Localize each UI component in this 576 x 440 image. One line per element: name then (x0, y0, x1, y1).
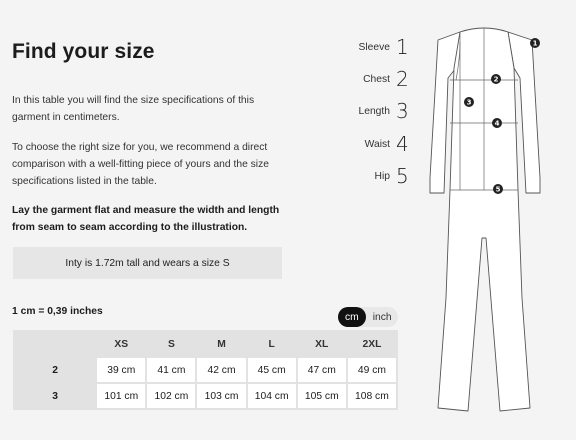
row-label: 3 (15, 384, 95, 408)
legend-length (359, 99, 409, 123)
unit-toggle[interactable] (338, 307, 398, 327)
jumpsuit-illustration (420, 18, 550, 418)
unit-conversion: 1 cm = 0,39 inches (12, 306, 103, 317)
row-label: 2 (15, 358, 95, 382)
table-cell: 103 cm (197, 384, 245, 408)
legend-hip (375, 164, 408, 188)
page-title: Find your size (12, 40, 155, 63)
table-cell: 41 cm (147, 358, 195, 382)
size-header: XS (97, 332, 145, 356)
legend-label: Sleeve (358, 41, 390, 53)
marker-1 (530, 38, 540, 48)
legend-sleeve (359, 35, 408, 59)
legend-label: Hip (374, 170, 390, 182)
table-cell: 45 cm (248, 358, 296, 382)
size-table (13, 330, 398, 410)
table-cell: 104 cm (248, 384, 296, 408)
unit-option-cm[interactable]: cm (338, 307, 366, 327)
model-note (13, 247, 282, 279)
table-header-row (15, 332, 396, 356)
marker-4 (492, 118, 502, 128)
legend-label: Waist (364, 138, 390, 150)
table-cell: 105 cm (298, 384, 346, 408)
size-header: 2XL (348, 332, 396, 356)
unit-option-inch[interactable]: inch (372, 311, 392, 323)
size-header: XL (298, 332, 346, 356)
model-note-text: Inty is 1.72m tall and wears a size S (65, 257, 230, 269)
svg-text:3: 3 (466, 98, 472, 107)
table-cell: 101 cm (97, 384, 145, 408)
legend-waist (365, 132, 408, 156)
table-row (15, 358, 396, 382)
table-cell: 39 cm (97, 358, 145, 382)
table-cell: 42 cm (197, 358, 245, 382)
legend-label: Chest (363, 73, 390, 85)
size-header: L (248, 332, 296, 356)
marker-2 (491, 74, 501, 84)
marker-5 (493, 184, 503, 194)
svg-text:1: 1 (532, 39, 538, 48)
table-cell: 108 cm (348, 384, 396, 408)
svg-text:5: 5 (495, 185, 501, 194)
table-row (15, 384, 396, 408)
marker-3 (464, 97, 474, 107)
measure-instruction: Lay the garment flat and measure the width and length from seam to seam according to the illustration. (12, 205, 280, 233)
legend-number: 5 (396, 164, 409, 188)
table-corner (15, 332, 95, 356)
legend-number: 2 (396, 67, 409, 91)
svg-text:2: 2 (493, 75, 499, 84)
table-cell: 47 cm (298, 358, 346, 382)
legend-number: 1 (396, 35, 409, 59)
intro-text: In this table you will find the size specifications of this garment in centimeters. (12, 95, 255, 123)
table-cell: 49 cm (348, 358, 396, 382)
table-cell: 102 cm (147, 384, 195, 408)
svg-text:4: 4 (494, 119, 500, 128)
recommend-text: To choose the right size for you, we recommend a direct comparison with a well-fitting piece of yours and the size specifications listed in the table. (12, 142, 269, 187)
size-header: M (197, 332, 245, 356)
legend-label: Length (358, 105, 390, 117)
legend-number: 3 (396, 99, 409, 123)
legend-number: 4 (396, 132, 409, 156)
legend-chest (363, 67, 408, 91)
size-header: S (147, 332, 195, 356)
